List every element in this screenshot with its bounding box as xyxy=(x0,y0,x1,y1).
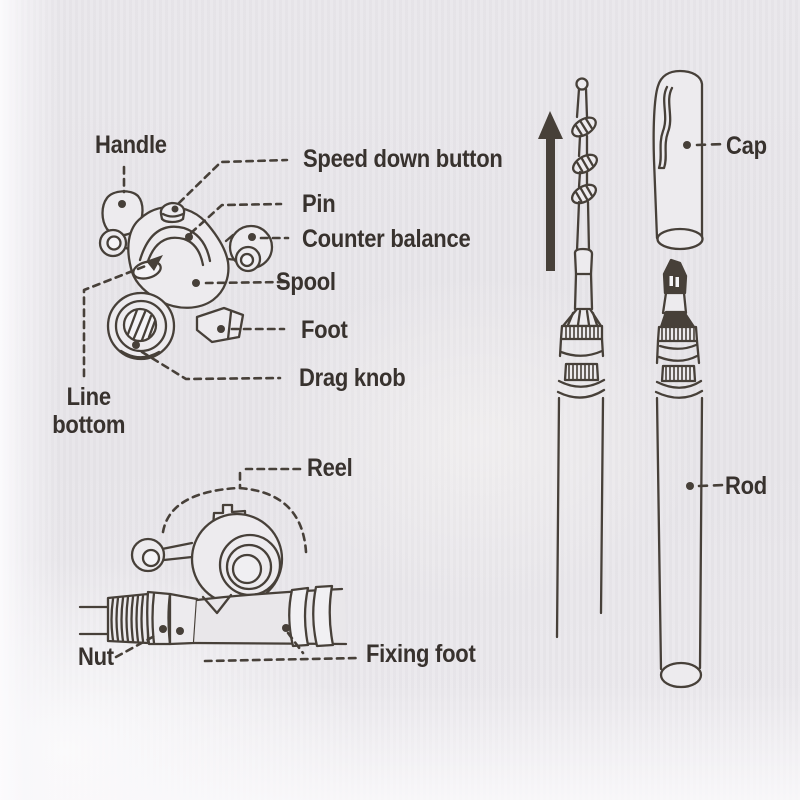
clamp-part xyxy=(170,594,197,644)
line-guide-wrap xyxy=(570,151,600,177)
leader-dot-foot xyxy=(217,325,225,333)
label-reel: Reel xyxy=(307,454,353,482)
line-guide-wrap xyxy=(569,181,599,207)
label-handle: Handle xyxy=(95,131,167,159)
label-pin: Pin xyxy=(302,190,336,218)
leader-dot-spool xyxy=(192,279,200,287)
handle-crank-hole xyxy=(108,237,121,250)
label-line-bottom-line1: Line xyxy=(66,383,111,411)
speed-down-button-part xyxy=(161,203,184,222)
reel-detail-drawing xyxy=(84,160,288,379)
label-drag-knob: Drag knob xyxy=(299,364,406,392)
label-line-bottom-line2: bottom xyxy=(52,411,126,439)
leader-dot-rod xyxy=(686,482,694,490)
label-line-bottom xyxy=(50,383,127,439)
foot-bracket xyxy=(197,308,243,342)
label-fixing-foot: Fixing foot xyxy=(366,640,476,668)
label-cap: Cap xyxy=(726,132,767,160)
pen-shoulder xyxy=(661,312,694,327)
reel-center-hole xyxy=(233,555,261,583)
leader-dot-cap xyxy=(683,141,691,149)
leader-dot-pin xyxy=(185,233,193,241)
fixing-foot-band xyxy=(313,586,333,646)
reel-assembly-drawing xyxy=(80,469,360,661)
ferrule xyxy=(575,249,592,274)
telescopic-rod-drawing xyxy=(538,79,604,638)
up-arrow-icon xyxy=(538,111,563,271)
rod-tip-ball xyxy=(577,79,588,90)
leader-dot-counter-balance xyxy=(248,233,256,241)
line-guide-wrap xyxy=(569,114,599,140)
pen-with-cap-drawing xyxy=(654,71,724,687)
pen-barrel xyxy=(657,398,702,669)
label-foot: Foot xyxy=(301,316,348,344)
label-spool: Spool xyxy=(276,268,336,296)
nut-part xyxy=(147,592,170,644)
label-speed-down-button: Speed down button xyxy=(303,145,503,173)
leader-dot-drag-knob xyxy=(132,341,140,349)
leader-dot-handle xyxy=(118,200,126,208)
pen-barrel-end xyxy=(661,663,701,687)
label-rod: Rod xyxy=(725,472,767,500)
label-nut: Nut xyxy=(78,643,114,671)
pen-nib xyxy=(664,260,686,293)
leader-dot-speed-down xyxy=(172,206,179,213)
leader-dot-fixing-foot xyxy=(282,624,290,632)
pen-neck xyxy=(663,293,686,313)
label-counter-balance: Counter balance xyxy=(302,225,471,253)
leader-dot-nut xyxy=(159,625,167,633)
